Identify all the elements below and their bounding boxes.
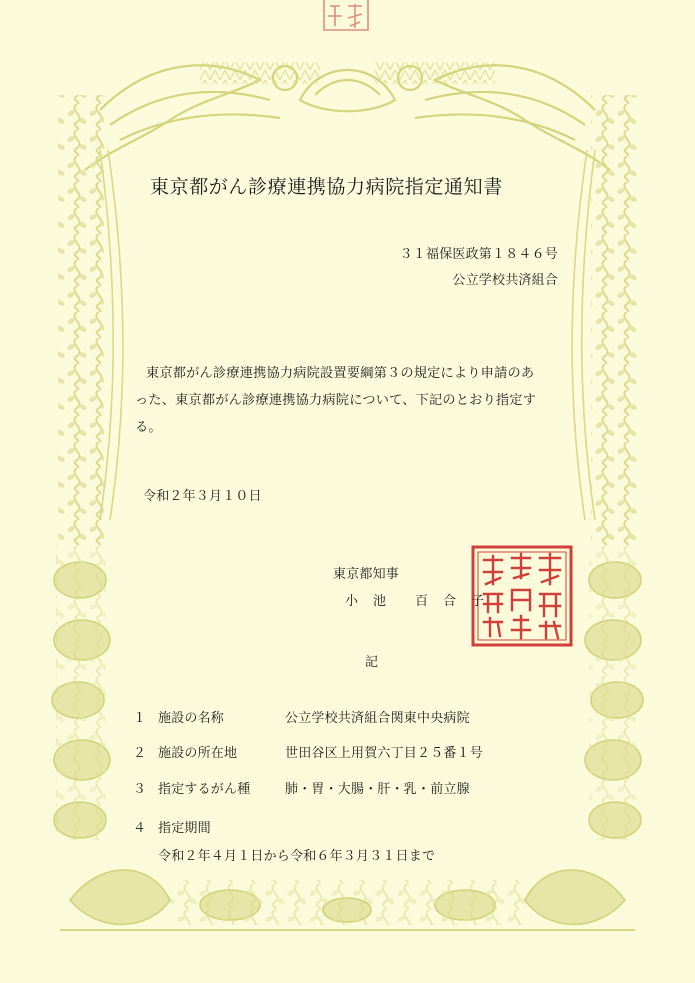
item-value: 肺・胃・大腸・肝・乳・前立腺: [285, 782, 470, 797]
issuer-name: 小 池 百 合 子: [345, 594, 486, 609]
item-label: 施設の所在地: [158, 746, 238, 761]
document-number: ３１福保医政第１８４６号: [399, 247, 558, 262]
notes-heading: 記: [365, 655, 379, 670]
item-label: 指定期間: [158, 821, 211, 836]
item-number: ２: [133, 746, 147, 761]
item-value: 令和２年４月１日から令和６年３月３１日まで: [158, 849, 436, 864]
item-label: 指定するがん種: [158, 782, 251, 797]
partial-red-stamp: [320, 0, 372, 38]
item-number: ３: [133, 782, 147, 797]
body-text-line: る。: [135, 420, 162, 435]
issuer-title: 東京都知事: [333, 567, 400, 582]
body-text-line: 東京都がん診療連携協力病院設置要綱第３の規定により申請のあ: [146, 366, 535, 381]
item-number: １: [133, 711, 147, 726]
item-value: 公立学校共済組合関東中央病院: [285, 711, 470, 726]
recipient-organization: 公立学校共済組合: [452, 273, 558, 288]
issue-date: 令和２年３月１０日: [143, 489, 262, 504]
body-text-line: った、東京都がん診療連携協力病院について、下記のとおり指定す: [135, 393, 537, 408]
item-number: ４: [133, 821, 147, 836]
document-title: 東京都がん診療連携協力病院指定通知書: [150, 176, 503, 198]
item-value: 世田谷区上用賀六丁目２５番１号: [285, 746, 484, 761]
item-label: 施設の名称: [158, 711, 225, 726]
official-red-seal: [470, 544, 574, 648]
